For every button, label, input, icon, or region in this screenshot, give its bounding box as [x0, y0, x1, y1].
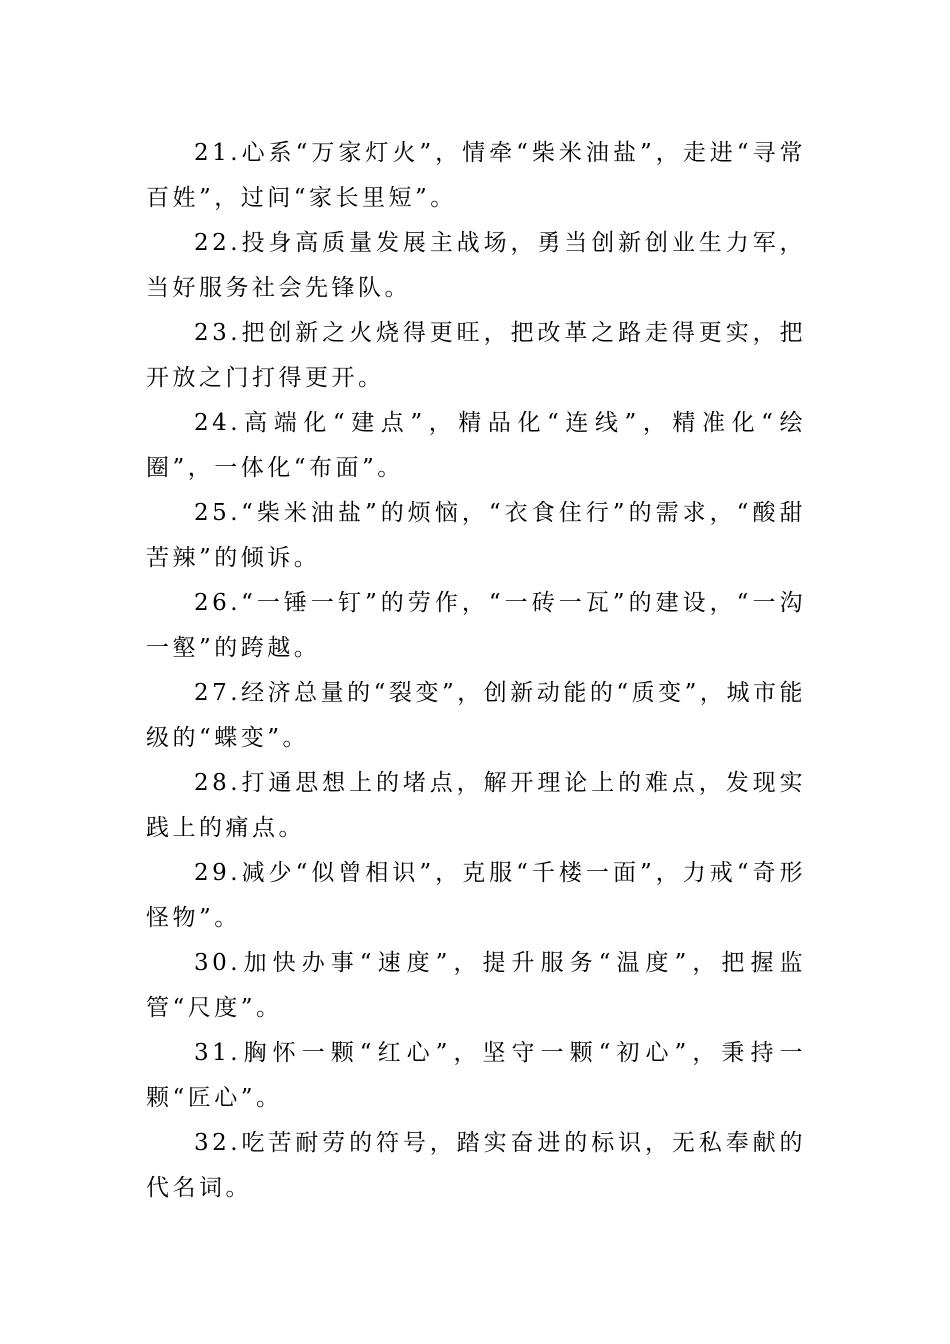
paragraph-22: 22.投身高质量发展主战场，勇当创新创业生力军，当好服务社会先锋队。	[146, 230, 806, 301]
paragraph-25: 25.“柴米油盐”的烦恼，“衣食住行”的需求，“酸甜苦辣”的倾诉。	[146, 500, 806, 571]
paragraph-24: 24.高端化“建点”，精品化“连线”，精准化“绘圈”，一体化“布面”。	[146, 410, 806, 481]
paragraph-28: 28.打通思想上的堵点，解开理论上的难点，发现实践上的痛点。	[146, 770, 806, 841]
paragraph-21: 21.心系“万家灯火”，情牵“柴米油盐”，走进“寻常百姓”，过问“家长里短”。	[146, 140, 806, 211]
paragraph-23: 23.把创新之火烧得更旺，把改革之路走得更实，把开放之门打得更开。	[146, 320, 806, 391]
paragraph-31: 31.胸怀一颗“红心”，坚守一颗“初心”，秉持一颗“匠心”。	[146, 1040, 806, 1111]
paragraph-27: 27.经济总量的“裂变”，创新动能的“质变”，城市能级的“蝶变”。	[146, 680, 806, 751]
paragraph-29: 29.减少“似曾相识”，克服“千楼一面”，力戒“奇形怪物”。	[146, 860, 806, 931]
paragraph-26: 26.“一锤一钉”的劳作，“一砖一瓦”的建设，“一沟一壑”的跨越。	[146, 590, 806, 661]
document-body	[146, 131, 806, 1211]
paragraph-30: 30.加快办事“速度”，提升服务“温度”，把握监管“尺度”。	[146, 950, 806, 1021]
paragraph-32: 32.吃苦耐劳的符号，踏实奋进的标识，无私奉献的代名词。	[146, 1130, 806, 1201]
